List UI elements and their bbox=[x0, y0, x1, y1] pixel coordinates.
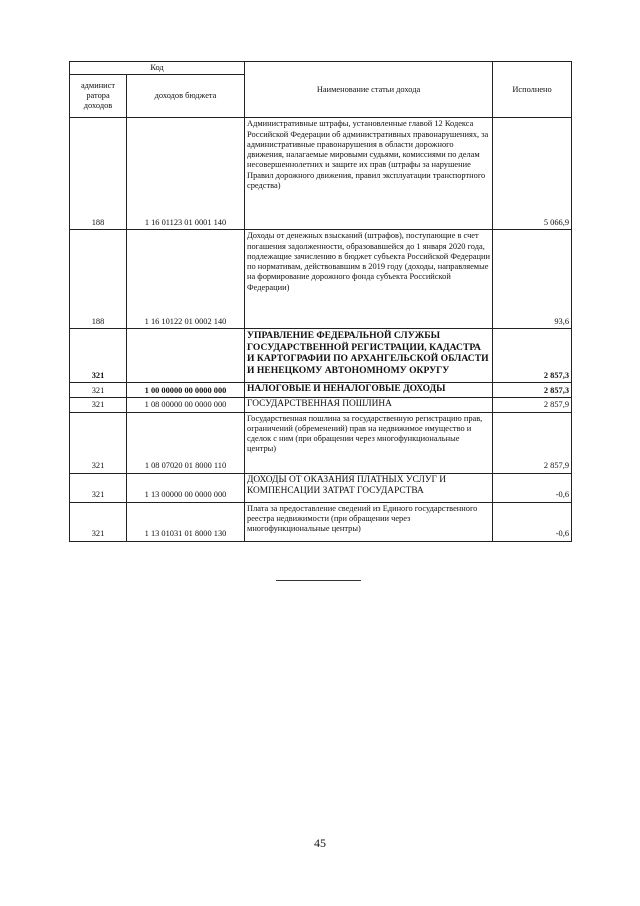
revenue-code bbox=[127, 329, 245, 383]
revenue-name: Доходы от денежных взысканий (штрафов), поступающие в счет погашения задолженности, образовавшейся до 1 января 2020 года, подлежащие зачислению в бюджет субъекта Российской Федерации по нормативам, действовавшим в 2019 году (доходы, направляемые на формирование дорожного фонда субъекта Российской Федерации) bbox=[245, 230, 493, 329]
amount: 5 066,9 bbox=[493, 118, 572, 230]
revenue-name: НАЛОГОВЫЕ И НЕНАЛОГОВЫЕ ДОХОДЫ bbox=[245, 383, 493, 398]
header-admin-column: админист ратора доходов bbox=[70, 75, 127, 118]
admin-code: 321 bbox=[70, 473, 127, 502]
revenue-name: ГОСУДАРСТВЕННАЯ ПОШЛИНА bbox=[245, 398, 493, 412]
amount: 2 857,9 bbox=[493, 398, 572, 412]
amount: 2 857,3 bbox=[493, 383, 572, 398]
section-row bbox=[70, 383, 572, 398]
amount: 2 857,3 bbox=[493, 329, 572, 383]
agency-row bbox=[70, 329, 572, 383]
table-row bbox=[70, 398, 572, 412]
revenue-code: 1 16 10122 01 0002 140 bbox=[127, 230, 245, 329]
admin-code: 321 bbox=[70, 329, 127, 383]
amount: -0,6 bbox=[493, 473, 572, 502]
amount: -0,6 bbox=[493, 502, 572, 541]
table-row bbox=[70, 473, 572, 502]
revenue-name: ДОХОДЫ ОТ ОКАЗАНИЯ ПЛАТНЫХ УСЛУГ И КОМПЕНСАЦИИ ЗАТРАТ ГОСУДАРСТВА bbox=[245, 473, 493, 502]
table-row bbox=[70, 412, 572, 473]
budget-table bbox=[69, 61, 572, 542]
revenue-code: 1 16 01123 01 0001 140 bbox=[127, 118, 245, 230]
revenue-name: Административные штрафы, установленные главой 12 Кодекса Российской Федерации об административных правонарушениях, за административные правонарушения в области дорожного движения, налагаемые мировыми судьями, комиссиями по делам несовершеннолетних и защите их прав (штрафы за нарушение Правил дорожного движения, правил эксплуатации транспортного средства) bbox=[245, 118, 493, 230]
table-row bbox=[70, 230, 572, 329]
table-row bbox=[70, 502, 572, 541]
admin-code: 321 bbox=[70, 383, 127, 398]
header-code-column: доходов бюджета bbox=[127, 75, 245, 118]
revenue-code: 1 08 07020 01 8000 110 bbox=[127, 412, 245, 473]
revenue-code: 1 13 01031 01 8000 130 bbox=[127, 502, 245, 541]
revenue-name: Плата за предоставление сведений из Единого государственного реестра недвижимости (при обращении через многофункциональные центры) bbox=[245, 502, 493, 541]
header-name-column: Наименование статьи дохода bbox=[245, 62, 493, 118]
header-row bbox=[70, 62, 572, 75]
admin-code: 188 bbox=[70, 118, 127, 230]
admin-code: 321 bbox=[70, 398, 127, 412]
revenue-code: 1 08 00000 00 0000 000 bbox=[127, 398, 245, 412]
agency-name: УПРАВЛЕНИЕ ФЕДЕРАЛЬНОЙ СЛУЖБЫ ГОСУДАРСТВЕННОЙ РЕГИСТРАЦИИ, КАДАСТРА И КАРТОГРАФИИ ПО АРХАНГЕЛЬСКОЙ ОБЛАСТИ И НЕНЕЦКОМУ АВТОНОМНОМУ ОКРУГУ bbox=[245, 329, 493, 383]
header-code-group: Код bbox=[70, 62, 245, 75]
table-row bbox=[70, 118, 572, 230]
revenue-code: 1 13 00000 00 0000 000 bbox=[127, 473, 245, 502]
page-number: 45 bbox=[314, 836, 326, 850]
amount: 2 857,9 bbox=[493, 412, 572, 473]
amount: 93,6 bbox=[493, 230, 572, 329]
admin-code: 321 bbox=[70, 502, 127, 541]
revenue-name: Государственная пошлина за государственную регистрацию прав, ограничений (обременений) прав на недвижимое имущество и сделок с ним (при обращении через многофункциональные центры) bbox=[245, 412, 493, 473]
revenue-code: 1 00 00000 00 0000 000 bbox=[127, 383, 245, 398]
admin-code: 188 bbox=[70, 230, 127, 329]
footnote-divider bbox=[276, 580, 361, 581]
header-amount-column: Исполнено bbox=[493, 62, 572, 118]
admin-code: 321 bbox=[70, 412, 127, 473]
